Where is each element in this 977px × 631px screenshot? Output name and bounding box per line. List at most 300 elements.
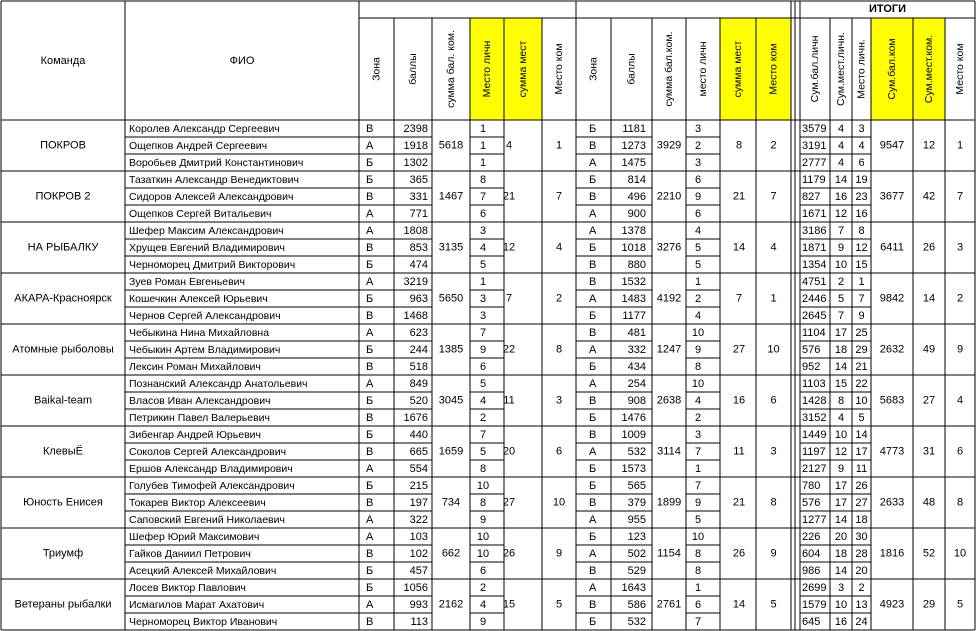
round2-place: 6 — [694, 174, 702, 186]
round1-team-place-sum: 15 — [502, 598, 516, 611]
total-place: 20 — [855, 565, 868, 577]
round1-zone: А — [366, 463, 374, 475]
round1-team-place: 10 — [552, 496, 566, 509]
round1-points: 849 — [409, 378, 428, 390]
round1-team-place: 5 — [555, 598, 563, 611]
round2-place: 4 — [694, 395, 702, 407]
member-name: Шефер Юрий Максимович — [129, 531, 260, 543]
round2-place: 5 — [694, 242, 702, 254]
total-place: 8 — [858, 225, 865, 237]
round2-place: 3 — [694, 123, 702, 135]
total-place-sum: 10 — [834, 429, 848, 441]
header-round2-col: место личн — [697, 41, 709, 97]
total-place: 26 — [855, 480, 868, 492]
round1-place: 8 — [479, 463, 487, 475]
round1-points: 2398 — [403, 123, 428, 135]
round1-team-place: 7 — [555, 190, 563, 203]
total-points: 1197 — [802, 446, 826, 458]
total-team-points: 2633 — [879, 496, 905, 509]
total-place: 21 — [855, 361, 868, 373]
team-name: Юность Енисея — [23, 496, 103, 509]
member-name: Тазаткин Александр Венедиктович — [129, 174, 299, 186]
round1-zone: А — [366, 514, 374, 526]
round1-zone: А — [366, 327, 374, 339]
total-points: 780 — [802, 480, 821, 492]
total-points: 1871 — [802, 242, 827, 254]
round1-place: 6 — [479, 208, 487, 220]
round2-team-place: 2 — [770, 139, 777, 152]
total-points: 1104 — [802, 327, 826, 339]
member-name: Черноморец Дмитрий Викторович — [129, 259, 296, 271]
total-points: 576 — [802, 497, 821, 509]
round2-zone: Б — [589, 480, 597, 492]
round1-points: 331 — [409, 191, 428, 203]
round2-zone: А — [589, 582, 597, 594]
total-points: 3152 — [802, 412, 827, 424]
round1-zone: А — [366, 599, 374, 611]
total-place: 19 — [855, 174, 868, 186]
total-place: 12 — [855, 242, 868, 254]
round1-place: 8 — [479, 497, 487, 509]
round1-points: 440 — [409, 429, 428, 441]
round2-zone: Б — [589, 412, 597, 424]
round2-zone: А — [589, 208, 597, 220]
total-place-sum: 10 — [834, 599, 848, 611]
total-place-sum: 17 — [834, 480, 848, 492]
member-name: Зуев Роман Евгеньевич — [129, 276, 246, 288]
round1-place: 10 — [476, 480, 490, 492]
member-name: Саповский Евгений Николаевич — [129, 514, 285, 526]
total-place: 2 — [858, 582, 865, 594]
round2-zone: Б — [589, 616, 597, 628]
round2-points: 1009 — [621, 429, 646, 441]
total-team-place-sum: 26 — [922, 241, 936, 254]
round1-place: 1 — [479, 276, 487, 288]
round1-team-place: 9 — [555, 547, 563, 560]
round1-points: 102 — [409, 548, 428, 560]
total-team-points: 3677 — [879, 190, 905, 203]
total-points: 1579 — [802, 599, 827, 611]
team-name: Атомные рыболовы — [12, 343, 114, 356]
total-place-sum: 4 — [837, 412, 845, 424]
round2-team-place-sum: 11 — [733, 445, 745, 458]
round1-zone: В — [366, 191, 374, 203]
round1-zone: Б — [366, 259, 374, 271]
round1-place: 4 — [479, 599, 487, 611]
total-team-place: 6 — [956, 445, 964, 458]
round1-points: 103 — [409, 531, 428, 543]
total-team-points: 9547 — [879, 139, 905, 152]
total-team-place-sum: 27 — [922, 394, 936, 407]
round2-team-place: 4 — [770, 241, 777, 254]
round2-zone: В — [589, 395, 597, 407]
total-place-sum: 2 — [837, 276, 845, 288]
round2-team-points: 3276 — [656, 241, 682, 254]
member-name: Исмагилов Марат Ахатович — [129, 599, 265, 611]
round2-place: 7 — [694, 616, 702, 628]
round1-points: 322 — [409, 514, 428, 526]
round1-points: 1468 — [403, 310, 428, 322]
round1-place: 10 — [476, 548, 490, 560]
round2-team-points: 3114 — [657, 445, 681, 458]
round2-place: 6 — [694, 599, 702, 611]
total-points: 952 — [802, 361, 821, 373]
round1-zone: А — [366, 378, 374, 390]
total-team-place-sum: 42 — [922, 190, 936, 203]
total-points: 2645 — [802, 310, 827, 322]
round2-points: 955 — [627, 514, 646, 526]
total-place: 25 — [855, 327, 868, 339]
header-total-col: Сум.мест.личн. — [835, 32, 847, 106]
round2-place: 1 — [694, 463, 702, 475]
round1-place: 10 — [476, 531, 490, 543]
round1-team-place-sum: 20 — [502, 445, 516, 458]
member-name: Ершов Александр Владимирович — [129, 463, 293, 475]
round1-team-points: 1659 — [438, 445, 464, 458]
round1-team-place: 3 — [555, 394, 563, 407]
total-place-sum: 14 — [834, 361, 848, 373]
member-name: Асецкий Алексей Михайлович — [129, 565, 277, 577]
team-name: ПОКРОВ 2 — [35, 190, 91, 203]
round1-points: 554 — [409, 463, 428, 475]
total-team-place-sum: 29 — [922, 598, 936, 611]
total-place-sum: 4 — [837, 157, 845, 169]
round1-place: 4 — [479, 395, 487, 407]
round2-team-place-sum: 27 — [732, 343, 746, 356]
total-place: 15 — [855, 259, 868, 271]
round1-points: 1918 — [403, 140, 428, 152]
round2-place: 8 — [694, 565, 702, 577]
round1-team-place-sum: 7 — [505, 292, 513, 305]
round1-points: 113 — [410, 616, 428, 628]
round2-team-place: 10 — [767, 343, 780, 356]
round2-team-place: 5 — [770, 598, 777, 611]
total-team-place: 3 — [956, 241, 964, 254]
round2-points: 123 — [627, 531, 646, 543]
member-name: Ощепков Сергей Витальевич — [129, 208, 272, 220]
round2-points: 332 — [627, 344, 646, 356]
member-name: Хрущев Евгений Владимирович — [129, 242, 285, 254]
member-name: Лексин Роман Михайлович — [129, 361, 261, 373]
round1-team-place-sum: 12 — [502, 241, 516, 254]
total-points: 1103 — [802, 378, 826, 390]
round2-place: 6 — [694, 208, 702, 220]
header-round1-col: Зона — [370, 57, 383, 81]
round2-team-points: 1899 — [656, 496, 682, 509]
round1-team-points: 3045 — [438, 394, 464, 407]
round2-place: 10 — [691, 378, 705, 390]
round2-team-place: 3 — [770, 445, 777, 458]
round1-points: 215 — [409, 480, 428, 492]
round1-points: 623 — [409, 327, 428, 339]
round1-zone: А — [366, 140, 374, 152]
round2-zone: Б — [589, 531, 597, 543]
round2-zone: А — [589, 225, 597, 237]
round2-place: 4 — [694, 310, 702, 322]
round2-points: 379 — [627, 497, 646, 509]
header-fio: ФИО — [229, 55, 255, 67]
member-name: Воробьев Дмитрий Константинович — [129, 157, 304, 169]
total-team-place-sum: 48 — [922, 496, 936, 509]
round1-place: 5 — [479, 446, 487, 458]
round1-place: 7 — [479, 429, 487, 441]
round1-points: 963 — [409, 293, 428, 305]
total-points: 645 — [802, 616, 821, 628]
total-points: 3186 — [802, 225, 827, 237]
round2-place: 3 — [694, 429, 702, 441]
round2-points: 502 — [627, 548, 646, 560]
total-place-sum: 9 — [837, 463, 845, 475]
round1-place: 5 — [479, 259, 487, 271]
round1-zone: Б — [366, 293, 374, 305]
round2-points: 586 — [627, 599, 646, 611]
round2-team-points: 2638 — [656, 394, 682, 407]
round2-points: 1483 — [621, 293, 646, 305]
round1-place: 3 — [479, 225, 487, 237]
round1-team-place: 2 — [555, 292, 563, 305]
round1-team-place: 4 — [555, 241, 563, 254]
round1-place: 8 — [479, 174, 487, 186]
round2-team-place-sum: 26 — [732, 547, 746, 560]
total-points: 604 — [802, 548, 821, 560]
round2-team-place-sum: 21 — [732, 496, 746, 509]
round1-zone: В — [366, 497, 374, 509]
round2-team-points: 4192 — [656, 292, 682, 305]
round2-team-place-sum: 7 — [735, 292, 743, 305]
round2-zone: А — [589, 446, 597, 458]
round2-team-place: 7 — [770, 190, 777, 203]
total-place: 9 — [858, 310, 865, 322]
total-place-sum: 8 — [837, 395, 845, 407]
round1-place: 2 — [479, 412, 487, 424]
round2-points: 1273 — [621, 140, 646, 152]
round2-points: 496 — [627, 191, 646, 203]
total-place-sum: 5 — [837, 293, 845, 305]
total-team-points: 2632 — [879, 343, 905, 356]
round1-team-place: 6 — [555, 445, 563, 458]
total-team-place-sum: 49 — [922, 343, 936, 356]
member-name: Чебыкина Нина Михайловна — [129, 327, 270, 339]
total-points: 226 — [802, 531, 821, 543]
round2-team-place-sum: 16 — [732, 394, 746, 407]
total-place-sum: 17 — [834, 327, 848, 339]
member-name: Чебыкин Артем Владимирович — [129, 344, 281, 356]
round2-points: 1378 — [621, 225, 646, 237]
round2-place: 10 — [691, 531, 705, 543]
round1-team-place-sum: 11 — [503, 394, 515, 407]
round1-zone: А — [366, 276, 374, 288]
round2-zone: А — [589, 344, 597, 356]
header-team: Команда — [40, 55, 86, 67]
total-place-sum: 14 — [834, 565, 848, 577]
total-points: 1179 — [802, 174, 826, 186]
round1-place: 1 — [479, 123, 487, 135]
round2-points: 880 — [627, 259, 646, 271]
round1-zone: Б — [366, 395, 374, 407]
member-name: Чернов Сергей Александрович — [129, 310, 281, 322]
round2-zone: В — [589, 599, 597, 611]
round1-team-points: 2162 — [438, 598, 464, 611]
total-place-sum: 18 — [834, 548, 848, 560]
header-round2-col: Место ком — [767, 43, 780, 95]
total-place-sum: 7 — [837, 225, 845, 237]
round1-zone: Б — [366, 174, 374, 186]
team-name: Ветераны рыбалки — [14, 598, 112, 611]
round2-place: 7 — [694, 480, 702, 492]
round2-points: 1532 — [621, 276, 646, 288]
round1-place: 6 — [479, 565, 487, 577]
header-round1-col: сумма мест — [517, 40, 529, 98]
round1-zone: В — [366, 412, 374, 424]
total-place: 1 — [858, 276, 865, 288]
total-place-sum: 15 — [834, 378, 848, 390]
round2-place: 8 — [694, 361, 702, 373]
total-points: 1428 — [802, 395, 827, 407]
round2-zone: В — [589, 259, 597, 271]
round2-points: 1177 — [622, 310, 646, 322]
round2-points: 1573 — [621, 463, 646, 475]
round1-team-points: 1385 — [438, 343, 464, 356]
total-team-points: 4773 — [879, 445, 905, 458]
header-total-col: Сум.бал.личн — [809, 35, 821, 103]
team-name: Baikal-team — [33, 394, 93, 407]
member-name: Голубев Тимофей Александрович — [129, 480, 295, 492]
round1-place: 2 — [479, 582, 487, 594]
round1-place: 1 — [479, 157, 487, 169]
total-place-sum: 20 — [834, 531, 848, 543]
total-place: 4 — [858, 140, 865, 152]
round2-place: 5 — [694, 514, 702, 526]
round2-zone: В — [589, 276, 597, 288]
round2-team-points: 1154 — [657, 547, 681, 560]
round2-points: 254 — [627, 378, 646, 390]
total-points: 4751 — [802, 276, 827, 288]
round1-team-place-sum: 22 — [502, 343, 516, 356]
member-name: Сидоров Алексей Александрович — [129, 191, 294, 203]
total-team-points: 4923 — [879, 598, 905, 611]
header-round2-col: сумма мест — [732, 40, 744, 98]
total-team-place: 10 — [953, 547, 967, 560]
total-team-place: 4 — [956, 394, 964, 407]
total-place: 22 — [855, 378, 868, 390]
round1-points: 1808 — [403, 225, 428, 237]
round1-points: 365 — [409, 174, 428, 186]
round1-place: 1 — [479, 140, 487, 152]
round2-team-place-sum: 14 — [732, 241, 746, 254]
total-place: 28 — [855, 548, 868, 560]
total-place-sum: 14 — [834, 174, 848, 186]
total-place: 18 — [855, 514, 868, 526]
round1-zone: Б — [366, 429, 374, 441]
round2-team-points: 1247 — [656, 343, 682, 356]
round1-team-points: 5650 — [438, 292, 464, 305]
round1-place: 9 — [479, 514, 487, 526]
round2-zone: В — [589, 327, 597, 339]
round1-team-points: 3135 — [438, 241, 464, 254]
total-place-sum: 10 — [834, 259, 848, 271]
round1-points: 771 — [409, 208, 428, 220]
member-name: Соколов Сергей Александрович — [129, 446, 287, 458]
total-points: 1449 — [802, 429, 827, 441]
total-points: 2446 — [802, 293, 827, 305]
team-name: НА РЫБАЛКУ — [27, 241, 99, 254]
round2-place: 4 — [694, 225, 702, 237]
member-name: Королев Александр Сергеевич — [129, 123, 280, 135]
total-points: 2777 — [802, 157, 827, 169]
total-place: 16 — [855, 208, 868, 220]
round1-points: 197 — [409, 497, 428, 509]
round2-team-place-sum: 21 — [732, 190, 746, 203]
round2-points: 565 — [627, 480, 646, 492]
round2-zone: Б — [589, 174, 597, 186]
round2-team-place: 8 — [770, 496, 777, 509]
round1-place: 3 — [479, 293, 487, 305]
total-team-place: 9 — [956, 343, 964, 356]
round1-place: 3 — [479, 310, 487, 322]
total-points: 1671 — [802, 208, 827, 220]
round2-place: 9 — [694, 344, 702, 356]
member-name: Токарев Виктор Алексеевич — [129, 497, 266, 509]
member-name: Гайков Даниил Петрович — [129, 548, 251, 560]
total-place: 7 — [858, 293, 865, 305]
round1-place: 7 — [479, 191, 487, 203]
round2-place: 9 — [694, 191, 702, 203]
total-place-sum: 18 — [834, 344, 848, 356]
total-place: 11 — [855, 463, 868, 475]
header-round1-col: сумма бал. ком. — [445, 30, 457, 108]
total-place: 24 — [855, 616, 868, 628]
round1-zone: А — [366, 531, 374, 543]
header-round1-col: Место личн — [481, 40, 493, 98]
round1-zone: А — [366, 208, 374, 220]
round2-zone: Б — [589, 242, 597, 254]
round2-place: 9 — [694, 497, 702, 509]
round1-team-points: 734 — [441, 496, 461, 509]
round1-zone: В — [366, 310, 374, 322]
total-place: 17 — [855, 446, 868, 458]
round2-place: 2 — [694, 412, 702, 424]
total-team-place: 7 — [956, 190, 964, 203]
round2-place: 1 — [694, 276, 702, 288]
total-team-place-sum: 31 — [922, 445, 936, 458]
round1-points: 993 — [409, 599, 428, 611]
round1-zone: Б — [366, 582, 374, 594]
total-place: 13 — [855, 599, 868, 611]
round1-place: 9 — [479, 616, 487, 628]
total-team-place-sum: 14 — [922, 292, 936, 305]
round2-place: 2 — [694, 293, 702, 305]
round2-zone: А — [589, 157, 597, 169]
total-team-place-sum: 12 — [922, 139, 936, 152]
round2-zone: В — [589, 497, 597, 509]
round2-zone: А — [589, 378, 597, 390]
round2-points: 481 — [627, 327, 646, 339]
member-name: Познанский Александр Анатольевич — [129, 378, 308, 390]
round2-points: 1476 — [621, 412, 646, 424]
total-place: 29 — [855, 344, 868, 356]
header-total-col: Сум.бал.ком — [886, 38, 898, 100]
round1-zone: Б — [366, 157, 374, 169]
total-place-sum: 4 — [837, 140, 845, 152]
round1-place: 5 — [479, 378, 487, 390]
round1-points: 244 — [409, 344, 428, 356]
round2-team-place-sum: 14 — [732, 598, 746, 611]
round2-points: 532 — [627, 616, 646, 628]
round1-team-place-sum: 26 — [502, 547, 516, 560]
round1-zone: В — [366, 361, 374, 373]
total-place-sum: 9 — [837, 242, 845, 254]
round2-points: 1181 — [622, 123, 646, 135]
